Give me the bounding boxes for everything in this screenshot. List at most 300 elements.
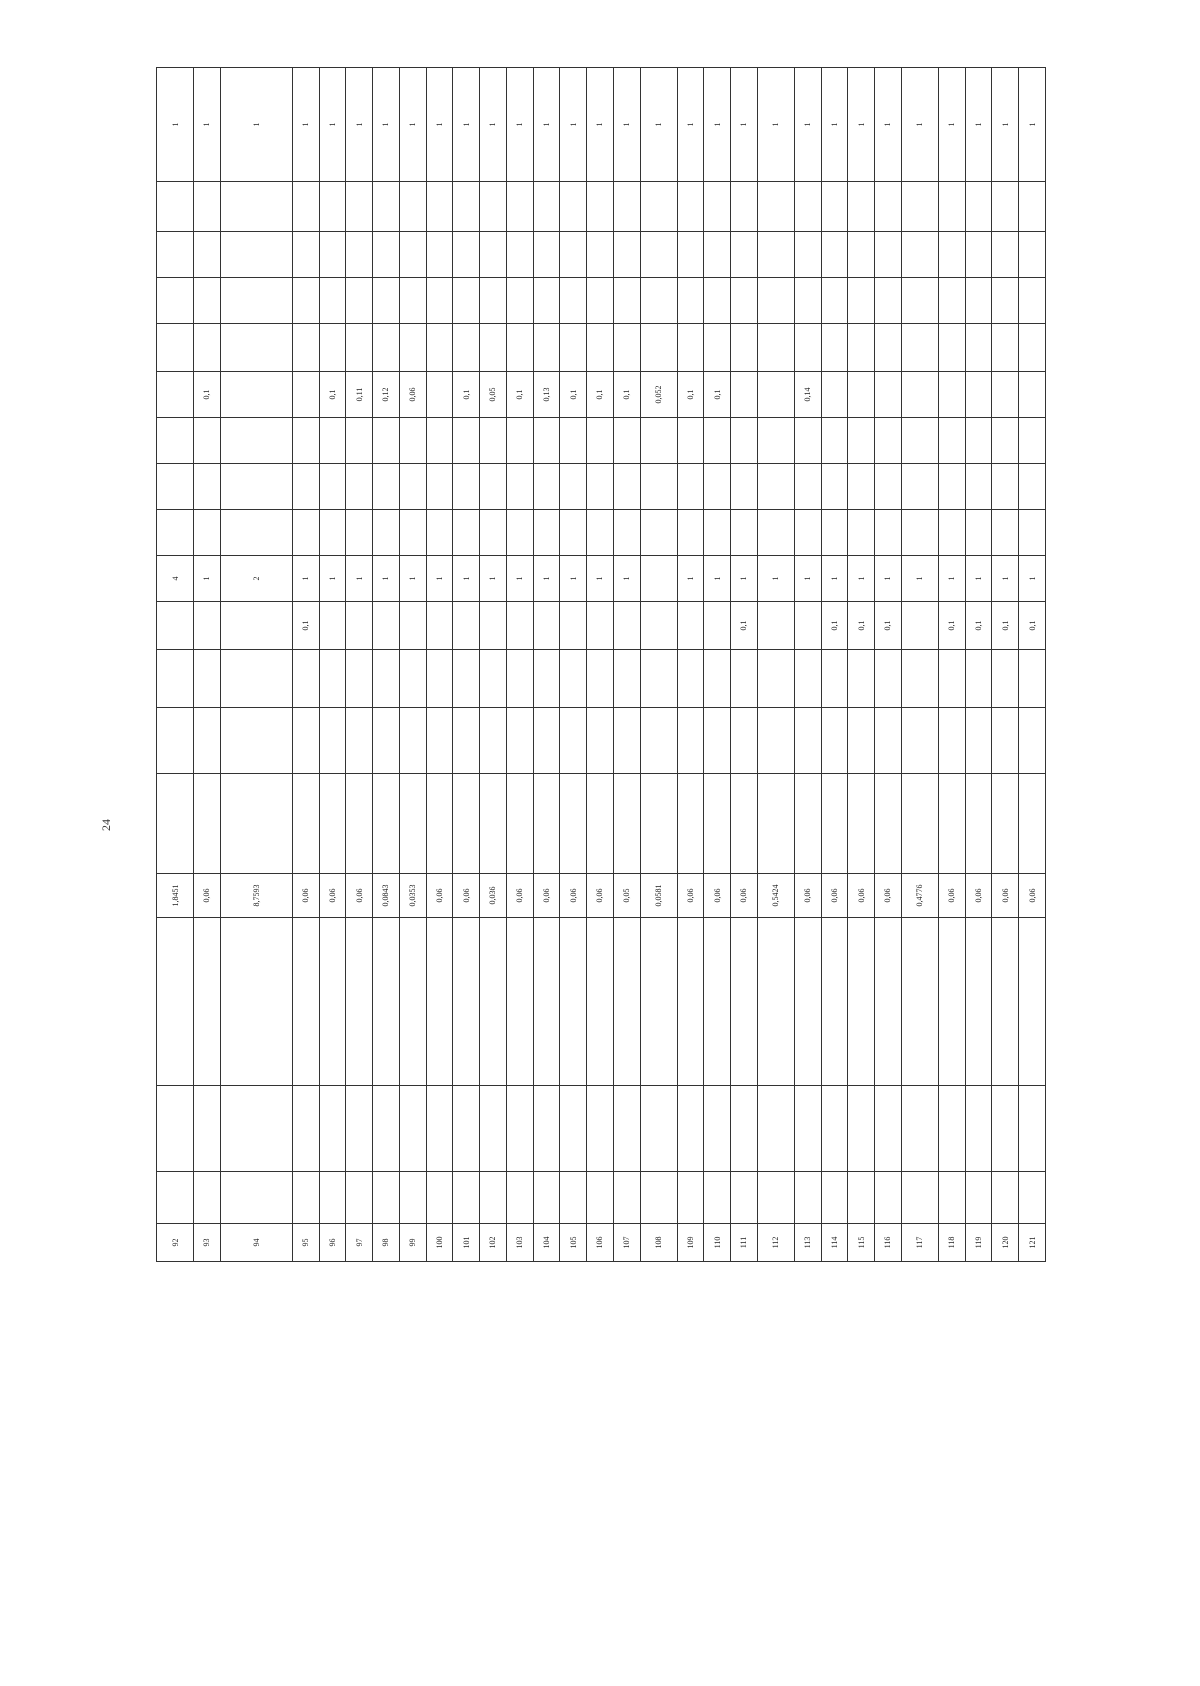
attribute-cell-c24 (220, 278, 292, 324)
row-number-cell: 116 (875, 1224, 902, 1262)
attribute-cell-c25 (992, 232, 1019, 278)
use-cell (157, 774, 194, 874)
use-cell (794, 774, 821, 874)
tenant-cell (480, 1086, 507, 1172)
register-table-body (157, 68, 1046, 1262)
attribute-cell-c18 (346, 464, 373, 510)
attribute-cell-c16: 1 (965, 556, 992, 602)
use-cell (901, 774, 938, 874)
attribute-cell-c22 (992, 372, 1019, 418)
attribute-cell-c19 (292, 418, 319, 464)
table-row (848, 68, 875, 1262)
attribute-cell-c24 (587, 278, 614, 324)
attribute-cell-c8 (757, 708, 794, 774)
location-cell (704, 918, 731, 1086)
tenant-cell (704, 1086, 731, 1172)
attribute-cell-c22 (731, 372, 758, 418)
attribute-cell-c24 (731, 278, 758, 324)
attribute-cell-c18 (399, 464, 426, 510)
attribute-cell-c19 (453, 418, 480, 464)
attribute-cell-c22 (757, 372, 794, 418)
attribute-cell-c16: 1 (292, 556, 319, 602)
attribute-cell-c23 (533, 324, 560, 372)
use-cell (821, 774, 848, 874)
attribute-cell-c9 (194, 650, 221, 708)
attribute-cell-c23 (613, 324, 640, 372)
row-number-cell: 94 (220, 1224, 292, 1262)
attribute-cell-c16: 1 (533, 556, 560, 602)
attribute-cell-c9 (613, 650, 640, 708)
attribute-cell-c8 (677, 708, 704, 774)
attribute-cell-c25 (373, 232, 400, 278)
attribute-cell-c8 (704, 708, 731, 774)
attribute-cell-c18 (426, 464, 453, 510)
attribute-cell-c22 (292, 372, 319, 418)
row-number-cell: 117 (901, 1224, 938, 1262)
attribute-cell-c19 (533, 418, 560, 464)
attribute-cell-c16: 4 (157, 556, 194, 602)
attribute-cell-c22: 0,1 (194, 372, 221, 418)
table-row (938, 68, 965, 1262)
tenant-cell (875, 1086, 902, 1172)
row-number-cell: 102 (480, 1224, 507, 1262)
attribute-cell-c19 (677, 418, 704, 464)
attribute-cell-c9 (640, 650, 677, 708)
tenant-cell (157, 1086, 194, 1172)
attribute-cell-c22: 0,1 (319, 372, 346, 418)
attribute-cell-c24 (848, 278, 875, 324)
tenant-cell (194, 1086, 221, 1172)
attribute-cell-c9 (875, 650, 902, 708)
attribute-cell-c19 (875, 418, 902, 464)
attribute-cell-c9 (901, 650, 938, 708)
row-number-cell: 98 (373, 1224, 400, 1262)
attribute-cell-c25 (157, 232, 194, 278)
attribute-cell-c17 (533, 510, 560, 556)
attribute-cell-c16: 1 (587, 556, 614, 602)
table-row (640, 68, 677, 1262)
attribute-cell-c23 (560, 324, 587, 372)
use-cell (292, 774, 319, 874)
location-cell (875, 918, 902, 1086)
attribute-cell-c24 (794, 278, 821, 324)
attribute-cell-c23 (704, 324, 731, 372)
attribute-cell-c16: 1 (938, 556, 965, 602)
area-cell: 0,06 (938, 874, 965, 918)
attribute-cell-c15 (453, 602, 480, 650)
use-cell (1019, 774, 1046, 874)
attribute-cell-c8 (480, 708, 507, 774)
attribute-cell-c9 (480, 650, 507, 708)
location-cell (821, 918, 848, 1086)
attribute-cell-c24 (346, 278, 373, 324)
attribute-cell-c19 (848, 418, 875, 464)
area-cell: 0,06 (821, 874, 848, 918)
row-number-cell: 118 (938, 1224, 965, 1262)
table-row (480, 68, 507, 1262)
attribute-cell-c24 (399, 278, 426, 324)
attribute-cell-c26 (319, 182, 346, 232)
tenant-cell (677, 1086, 704, 1172)
attribute-cell-c24 (373, 278, 400, 324)
tenant-cell (965, 1086, 992, 1172)
attribute-cell-c22 (848, 372, 875, 418)
attribute-cell-c22: 0,1 (587, 372, 614, 418)
attribute-cell-c26 (640, 182, 677, 232)
location-cell (480, 918, 507, 1086)
location-cell (613, 918, 640, 1086)
attribute-cell-c28: 1 (704, 68, 731, 182)
attribute-cell-c19 (480, 418, 507, 464)
attribute-cell-c9 (292, 650, 319, 708)
attribute-cell-c18 (157, 464, 194, 510)
attribute-cell-c28: 1 (346, 68, 373, 182)
attribute-cell-c28: 1 (399, 68, 426, 182)
location-cell (426, 918, 453, 1086)
attribute-cell-c23 (731, 324, 758, 372)
area-cell: 0,5424 (757, 874, 794, 918)
row-number-cell: 114 (821, 1224, 848, 1262)
location-cell (399, 918, 426, 1086)
attribute-cell-c25 (731, 232, 758, 278)
attribute-cell-c26 (426, 182, 453, 232)
attribute-cell-c16: 1 (506, 556, 533, 602)
tenant-cell (848, 1086, 875, 1172)
attribute-cell-c26 (157, 182, 194, 232)
attribute-cell-c28: 1 (938, 68, 965, 182)
district-cell (794, 1172, 821, 1224)
area-cell: 8,7593 (220, 874, 292, 918)
location-cell (848, 918, 875, 1086)
attribute-cell-c15: 0,1 (1019, 602, 1046, 650)
attribute-cell-c24 (157, 278, 194, 324)
row-number-cell: 97 (346, 1224, 373, 1262)
attribute-cell-c26 (292, 182, 319, 232)
use-cell (373, 774, 400, 874)
attribute-cell-c26 (704, 182, 731, 232)
attribute-cell-c28: 1 (373, 68, 400, 182)
attribute-cell-c15 (533, 602, 560, 650)
attribute-cell-c26 (1019, 182, 1046, 232)
attribute-cell-c15 (194, 602, 221, 650)
attribute-cell-c18 (453, 464, 480, 510)
location-cell (757, 918, 794, 1086)
attribute-cell-c9 (704, 650, 731, 708)
tenant-cell (938, 1086, 965, 1172)
attribute-cell-c24 (319, 278, 346, 324)
district-cell (346, 1172, 373, 1224)
attribute-cell-c8 (292, 708, 319, 774)
attribute-cell-c8 (373, 708, 400, 774)
attribute-cell-c28: 1 (506, 68, 533, 182)
use-cell (319, 774, 346, 874)
row-number-cell: 105 (560, 1224, 587, 1262)
attribute-cell-c17 (677, 510, 704, 556)
attribute-cell-c9 (220, 650, 292, 708)
row-number-cell: 99 (399, 1224, 426, 1262)
tenant-cell (992, 1086, 1019, 1172)
attribute-cell-c8 (821, 708, 848, 774)
attribute-cell-c19 (821, 418, 848, 464)
location-cell (677, 918, 704, 1086)
attribute-cell-c25 (794, 232, 821, 278)
attribute-cell-c25 (613, 232, 640, 278)
attribute-cell-c19 (901, 418, 938, 464)
attribute-cell-c19 (992, 418, 1019, 464)
location-cell (901, 918, 938, 1086)
attribute-cell-c18 (506, 464, 533, 510)
attribute-cell-c15: 0,1 (848, 602, 875, 650)
attribute-cell-c25 (346, 232, 373, 278)
attribute-cell-c19 (319, 418, 346, 464)
attribute-cell-c22: 0,052 (640, 372, 677, 418)
attribute-cell-c22: 0,14 (794, 372, 821, 418)
attribute-cell-c16: 1 (677, 556, 704, 602)
attribute-cell-c26 (220, 182, 292, 232)
attribute-cell-c23 (319, 324, 346, 372)
attribute-cell-c28: 1 (157, 68, 194, 182)
attribute-cell-c25 (480, 232, 507, 278)
attribute-cell-c15 (794, 602, 821, 650)
attribute-cell-c19 (1019, 418, 1046, 464)
attribute-cell-c16: 1 (613, 556, 640, 602)
attribute-cell-c16: 1 (821, 556, 848, 602)
attribute-cell-c28: 1 (194, 68, 221, 182)
attribute-cell-c17 (613, 510, 640, 556)
table-row (875, 68, 902, 1262)
tenant-cell (426, 1086, 453, 1172)
attribute-cell-c22: 0,12 (373, 372, 400, 418)
attribute-cell-c19 (794, 418, 821, 464)
use-cell (220, 774, 292, 874)
attribute-cell-c19 (731, 418, 758, 464)
attribute-cell-c23 (677, 324, 704, 372)
attribute-cell-c22: 0,11 (346, 372, 373, 418)
attribute-cell-c24 (992, 278, 1019, 324)
attribute-cell-c9 (992, 650, 1019, 708)
attribute-cell-c17 (757, 510, 794, 556)
attribute-cell-c8 (731, 708, 758, 774)
area-cell: 0,06 (506, 874, 533, 918)
attribute-cell-c22 (821, 372, 848, 418)
attribute-cell-c8 (560, 708, 587, 774)
attribute-cell-c8 (453, 708, 480, 774)
attribute-cell-c8 (1019, 708, 1046, 774)
attribute-cell-c15: 0,1 (821, 602, 848, 650)
attribute-cell-c8 (533, 708, 560, 774)
area-cell: 0,05 (613, 874, 640, 918)
attribute-cell-c28: 1 (220, 68, 292, 182)
attribute-cell-c9 (848, 650, 875, 708)
attribute-cell-c15: 0,1 (875, 602, 902, 650)
area-cell: 0,06 (992, 874, 1019, 918)
tenant-cell (533, 1086, 560, 1172)
use-cell (613, 774, 640, 874)
district-cell (319, 1172, 346, 1224)
tenant-cell (399, 1086, 426, 1172)
row-number-cell: 93 (194, 1224, 221, 1262)
district-cell (965, 1172, 992, 1224)
attribute-cell-c23 (194, 324, 221, 372)
table-row (757, 68, 794, 1262)
district-cell (704, 1172, 731, 1224)
table-row (731, 68, 758, 1262)
attribute-cell-c15 (757, 602, 794, 650)
attribute-cell-c24 (965, 278, 992, 324)
attribute-cell-c18 (965, 464, 992, 510)
attribute-cell-c16: 1 (453, 556, 480, 602)
attribute-cell-c18 (992, 464, 1019, 510)
attribute-cell-c16: 1 (560, 556, 587, 602)
attribute-cell-c9 (346, 650, 373, 708)
attribute-cell-c28: 1 (677, 68, 704, 182)
attribute-cell-c28: 1 (848, 68, 875, 182)
use-cell (346, 774, 373, 874)
attribute-cell-c26 (453, 182, 480, 232)
attribute-cell-c9 (560, 650, 587, 708)
attribute-cell-c26 (399, 182, 426, 232)
attribute-cell-c16: 1 (480, 556, 507, 602)
attribute-cell-c28: 1 (731, 68, 758, 182)
attribute-cell-c28: 1 (794, 68, 821, 182)
attribute-cell-c25 (399, 232, 426, 278)
attribute-cell-c19 (757, 418, 794, 464)
area-cell: 0,06 (794, 874, 821, 918)
attribute-cell-c22 (938, 372, 965, 418)
attribute-cell-c24 (677, 278, 704, 324)
table-row (587, 68, 614, 1262)
attribute-cell-c9 (157, 650, 194, 708)
row-number-cell: 104 (533, 1224, 560, 1262)
attribute-cell-c25 (640, 232, 677, 278)
attribute-cell-c8 (613, 708, 640, 774)
attribute-cell-c17 (587, 510, 614, 556)
attribute-cell-c24 (506, 278, 533, 324)
attribute-cell-c28: 1 (480, 68, 507, 182)
attribute-cell-c28: 1 (533, 68, 560, 182)
attribute-cell-c23 (426, 324, 453, 372)
attribute-cell-c19 (965, 418, 992, 464)
attribute-cell-c19 (640, 418, 677, 464)
attribute-cell-c28: 1 (757, 68, 794, 182)
attribute-cell-c17 (1019, 510, 1046, 556)
attribute-cell-c17 (373, 510, 400, 556)
table-row (453, 68, 480, 1262)
table-row (346, 68, 373, 1262)
attribute-cell-c16: 1 (346, 556, 373, 602)
attribute-cell-c23 (1019, 324, 1046, 372)
attribute-cell-c28: 1 (640, 68, 677, 182)
attribute-cell-c19 (704, 418, 731, 464)
attribute-cell-c23 (794, 324, 821, 372)
area-cell: 0,0843 (373, 874, 400, 918)
attribute-cell-c28: 1 (901, 68, 938, 182)
attribute-cell-c23 (821, 324, 848, 372)
tenant-cell (292, 1086, 319, 1172)
attribute-cell-c28: 1 (426, 68, 453, 182)
attribute-cell-c17 (640, 510, 677, 556)
attribute-cell-c26 (901, 182, 938, 232)
row-number-cell: 113 (794, 1224, 821, 1262)
attribute-cell-c9 (794, 650, 821, 708)
attribute-cell-c23 (640, 324, 677, 372)
attribute-cell-c25 (292, 232, 319, 278)
attribute-cell-c26 (875, 182, 902, 232)
attribute-cell-c23 (965, 324, 992, 372)
district-cell (373, 1172, 400, 1224)
tenant-cell (731, 1086, 758, 1172)
table-row (1019, 68, 1046, 1262)
attribute-cell-c16: 1 (731, 556, 758, 602)
attribute-cell-c22 (426, 372, 453, 418)
location-cell (731, 918, 758, 1086)
area-cell: 1,8451 (157, 874, 194, 918)
attribute-cell-c18 (731, 464, 758, 510)
attribute-cell-c18 (821, 464, 848, 510)
attribute-cell-c19 (220, 418, 292, 464)
area-cell: 0,06 (194, 874, 221, 918)
attribute-cell-c22 (157, 372, 194, 418)
attribute-cell-c15 (399, 602, 426, 650)
attribute-cell-c26 (794, 182, 821, 232)
attribute-cell-c17 (480, 510, 507, 556)
attribute-cell-c24 (426, 278, 453, 324)
attribute-cell-c26 (506, 182, 533, 232)
area-cell: 0,06 (1019, 874, 1046, 918)
attribute-cell-c23 (220, 324, 292, 372)
attribute-cell-c8 (506, 708, 533, 774)
attribute-cell-c15 (613, 602, 640, 650)
attribute-cell-c26 (677, 182, 704, 232)
attribute-cell-c25 (901, 232, 938, 278)
location-cell (453, 918, 480, 1086)
district-cell (399, 1172, 426, 1224)
attribute-cell-c28: 1 (292, 68, 319, 182)
district-cell (613, 1172, 640, 1224)
attribute-cell-c26 (480, 182, 507, 232)
attribute-cell-c15 (220, 602, 292, 650)
attribute-cell-c26 (992, 182, 1019, 232)
use-cell (194, 774, 221, 874)
attribute-cell-c16: 1 (319, 556, 346, 602)
attribute-cell-c23 (399, 324, 426, 372)
location-cell (319, 918, 346, 1086)
table-row (677, 68, 704, 1262)
attribute-cell-c18 (848, 464, 875, 510)
attribute-cell-c25 (875, 232, 902, 278)
attribute-cell-c15: 0,1 (938, 602, 965, 650)
attribute-cell-c23 (992, 324, 1019, 372)
use-cell (533, 774, 560, 874)
location-cell (965, 918, 992, 1086)
attribute-cell-c26 (613, 182, 640, 232)
attribute-cell-c9 (587, 650, 614, 708)
attribute-cell-c18 (901, 464, 938, 510)
attribute-cell-c8 (794, 708, 821, 774)
use-cell (560, 774, 587, 874)
attribute-cell-c9 (1019, 650, 1046, 708)
attribute-cell-c15: 0,1 (965, 602, 992, 650)
area-cell: 0,06 (731, 874, 758, 918)
area-cell: 0,06 (292, 874, 319, 918)
tenant-cell (506, 1086, 533, 1172)
attribute-cell-c18 (220, 464, 292, 510)
district-cell (992, 1172, 1019, 1224)
attribute-cell-c15 (319, 602, 346, 650)
tenant-cell (373, 1086, 400, 1172)
attribute-cell-c17 (875, 510, 902, 556)
use-cell (453, 774, 480, 874)
